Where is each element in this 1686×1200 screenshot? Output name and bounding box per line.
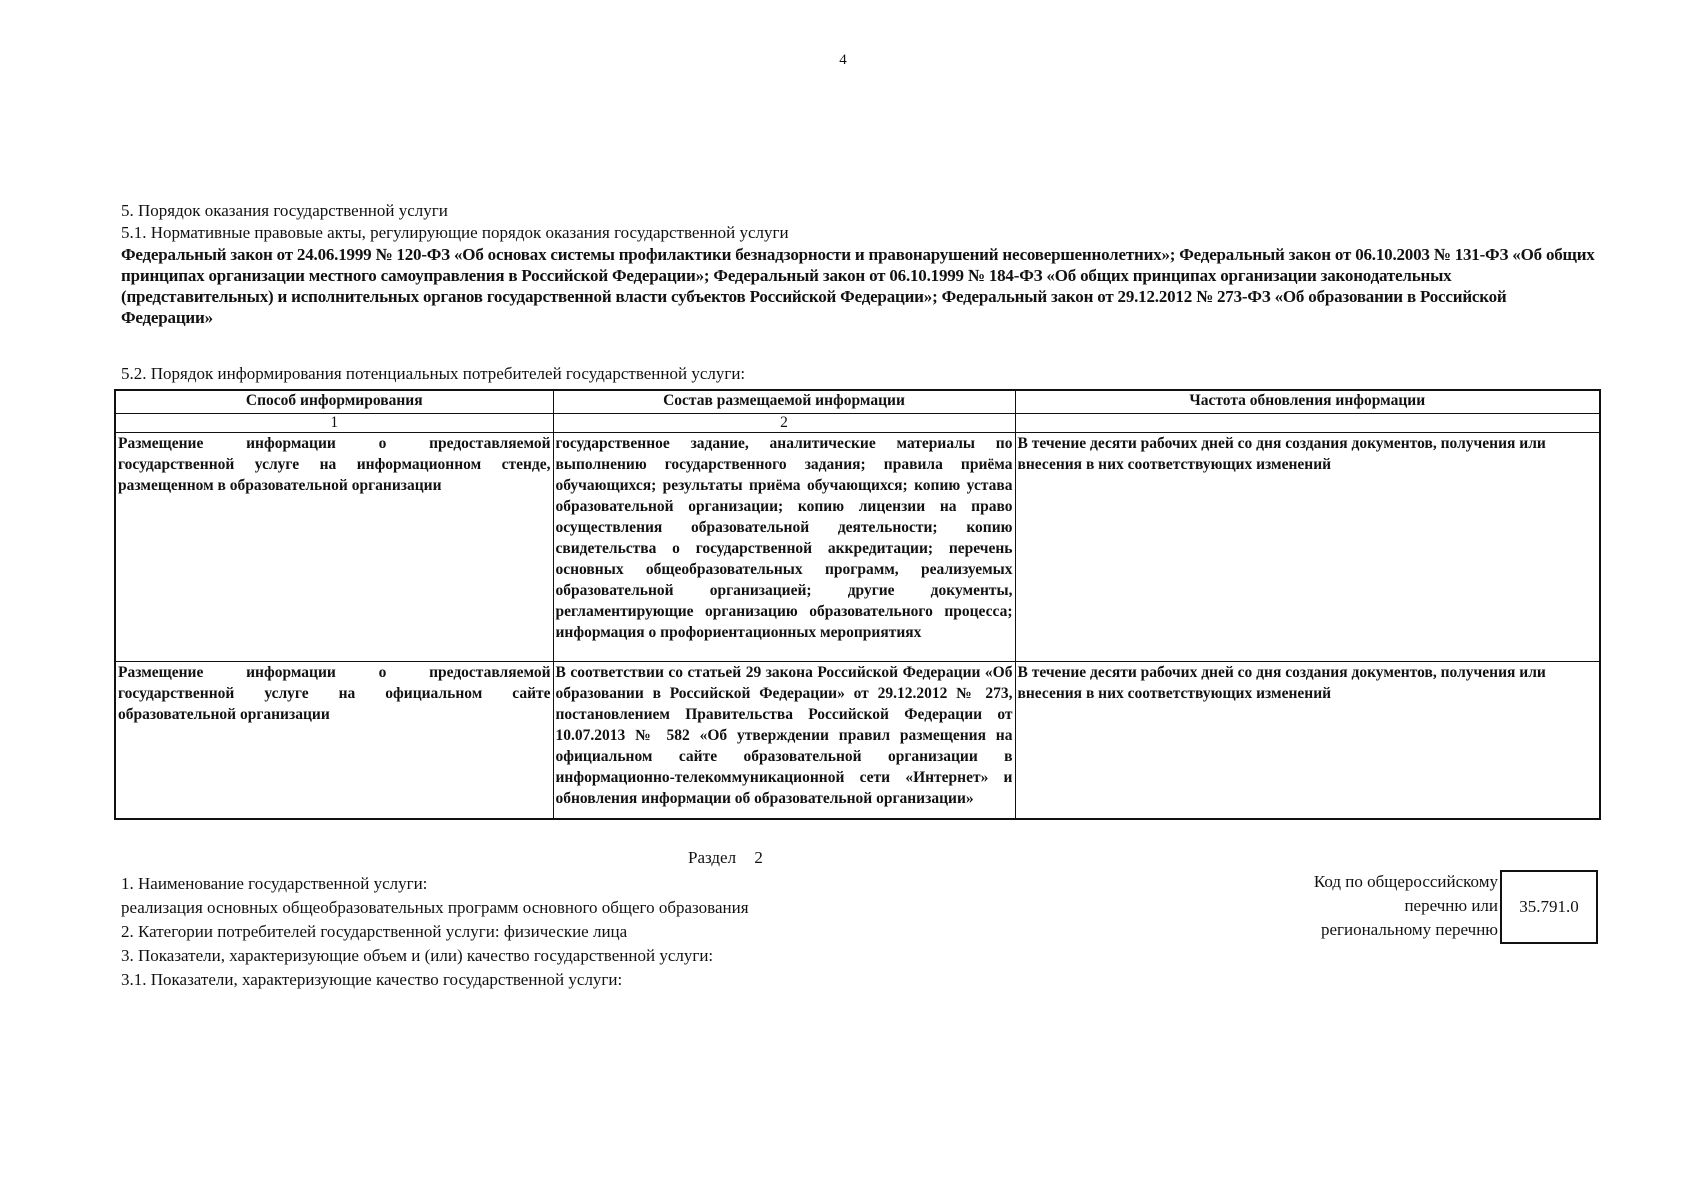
code-value-box xyxy=(1500,870,1598,944)
row-2-content: В соответствии со статьей 29 закона Российской Федерации «Об образовании в Российской Федерации» от 29.12.2012 № 273, постановлением Правительства Российской Федерации от 10.07.2013 № 582 «Об утверждении правил размещения на официальном сайте образовательной организации в информационно-телекоммуникационной сети «Интернет» и обновления информации об образовательной организации» xyxy=(553,662,1015,820)
code-label-line-2: перечню или xyxy=(1404,896,1498,915)
header-method: Способ информирования xyxy=(115,390,553,414)
header-frequency: Частота обновления информации xyxy=(1015,390,1600,414)
row-1-method: Размещение информации о предоставляемой государственной услуге на информационном стенде, размещенном в образовательной организации xyxy=(115,433,553,662)
column-number-1: 1 xyxy=(115,414,553,433)
code-label-line-1: Код по общероссийскому xyxy=(1313,872,1498,891)
legal-acts-text: Федеральный закон от 24.06.1999 № 120-ФЗ «Об основах системы профилактики безнадзорности и правонарушений несовершеннолетних»; Федеральный закон от 06.10.2003 № 131-ФЗ «Об общих принципах организации местного самоуправления в Российской Федерации»; Федеральный закон от 06.10.1999 № 184-ФЗ «Об общих принципах организации законодательных (представительных) и исполнительных органов государственной власти субъектов Российской Федерации»; Федеральный закон от 29.12.2012 № 273-ФЗ «Об образовании в Российской Федерации» xyxy=(121,245,1595,327)
item-1-heading: 1. Наименование государственной услуги: xyxy=(121,874,428,893)
page-number: 4 xyxy=(839,52,847,68)
table-header-row xyxy=(115,390,1600,414)
code-value: 35.791.0 xyxy=(1519,897,1579,916)
item-3-1-heading: 3.1. Показатели, характеризующие качество государственной услуги: xyxy=(121,970,623,989)
item-2-heading: 2. Категории потребителей государственной услуги: физические лица xyxy=(121,922,628,941)
section-5-2-heading: 5.2. Порядок информирования потенциальных потребителей государственной услуги: xyxy=(121,364,746,383)
column-number-3 xyxy=(1015,414,1600,433)
section-5-1-heading: 5.1. Нормативные правовые акты, регулирующие порядок оказания государственной услуги xyxy=(121,223,789,242)
row-1-frequency: В течение десяти рабочих дней со дня создания документов, получения или внесения в них соответствующих изменений xyxy=(1015,433,1600,662)
row-2-method: Размещение информации о предоставляемой государственной услуге на официальном сайте образовательной организации xyxy=(115,662,553,820)
code-label-line-3: региональному перечню xyxy=(1320,920,1498,939)
item-3-heading: 3. Показатели, характеризующие объем и (или) качество государственной услуги: xyxy=(121,946,714,965)
code-label xyxy=(1250,870,1498,942)
row-1-content: государственное задание, аналитические материалы по выполнению государственного задания; правила приёма обучающихся; результаты приёма обучающихся; копию устава образовательной организации; копию лицензии на право осуществления образовательной деятельности; копию свидетельства о государственной аккредитации; перечень основных общеобразовательных программ, реализуемых образовательной организацией; другие документы, регламентирующие организацию образовательного процесса; информация о профориентационных мероприятиях xyxy=(553,433,1015,662)
table-row xyxy=(115,433,1600,662)
service-name: реализация основных общеобразовательных программ основного общего образования xyxy=(121,898,749,917)
table-number-row xyxy=(115,414,1600,433)
section-5-heading: 5. Порядок оказания государственной услуги xyxy=(121,201,448,220)
table-row xyxy=(115,662,1600,820)
column-number-2: 2 xyxy=(553,414,1015,433)
section-title: Раздел 2 xyxy=(688,848,763,867)
row-2-frequency: В течение десяти рабочих дней со дня создания документов, получения или внесения в них соответствующих изменений xyxy=(1015,662,1600,820)
informing-table xyxy=(114,389,1601,820)
header-content: Состав размещаемой информации xyxy=(553,390,1015,414)
